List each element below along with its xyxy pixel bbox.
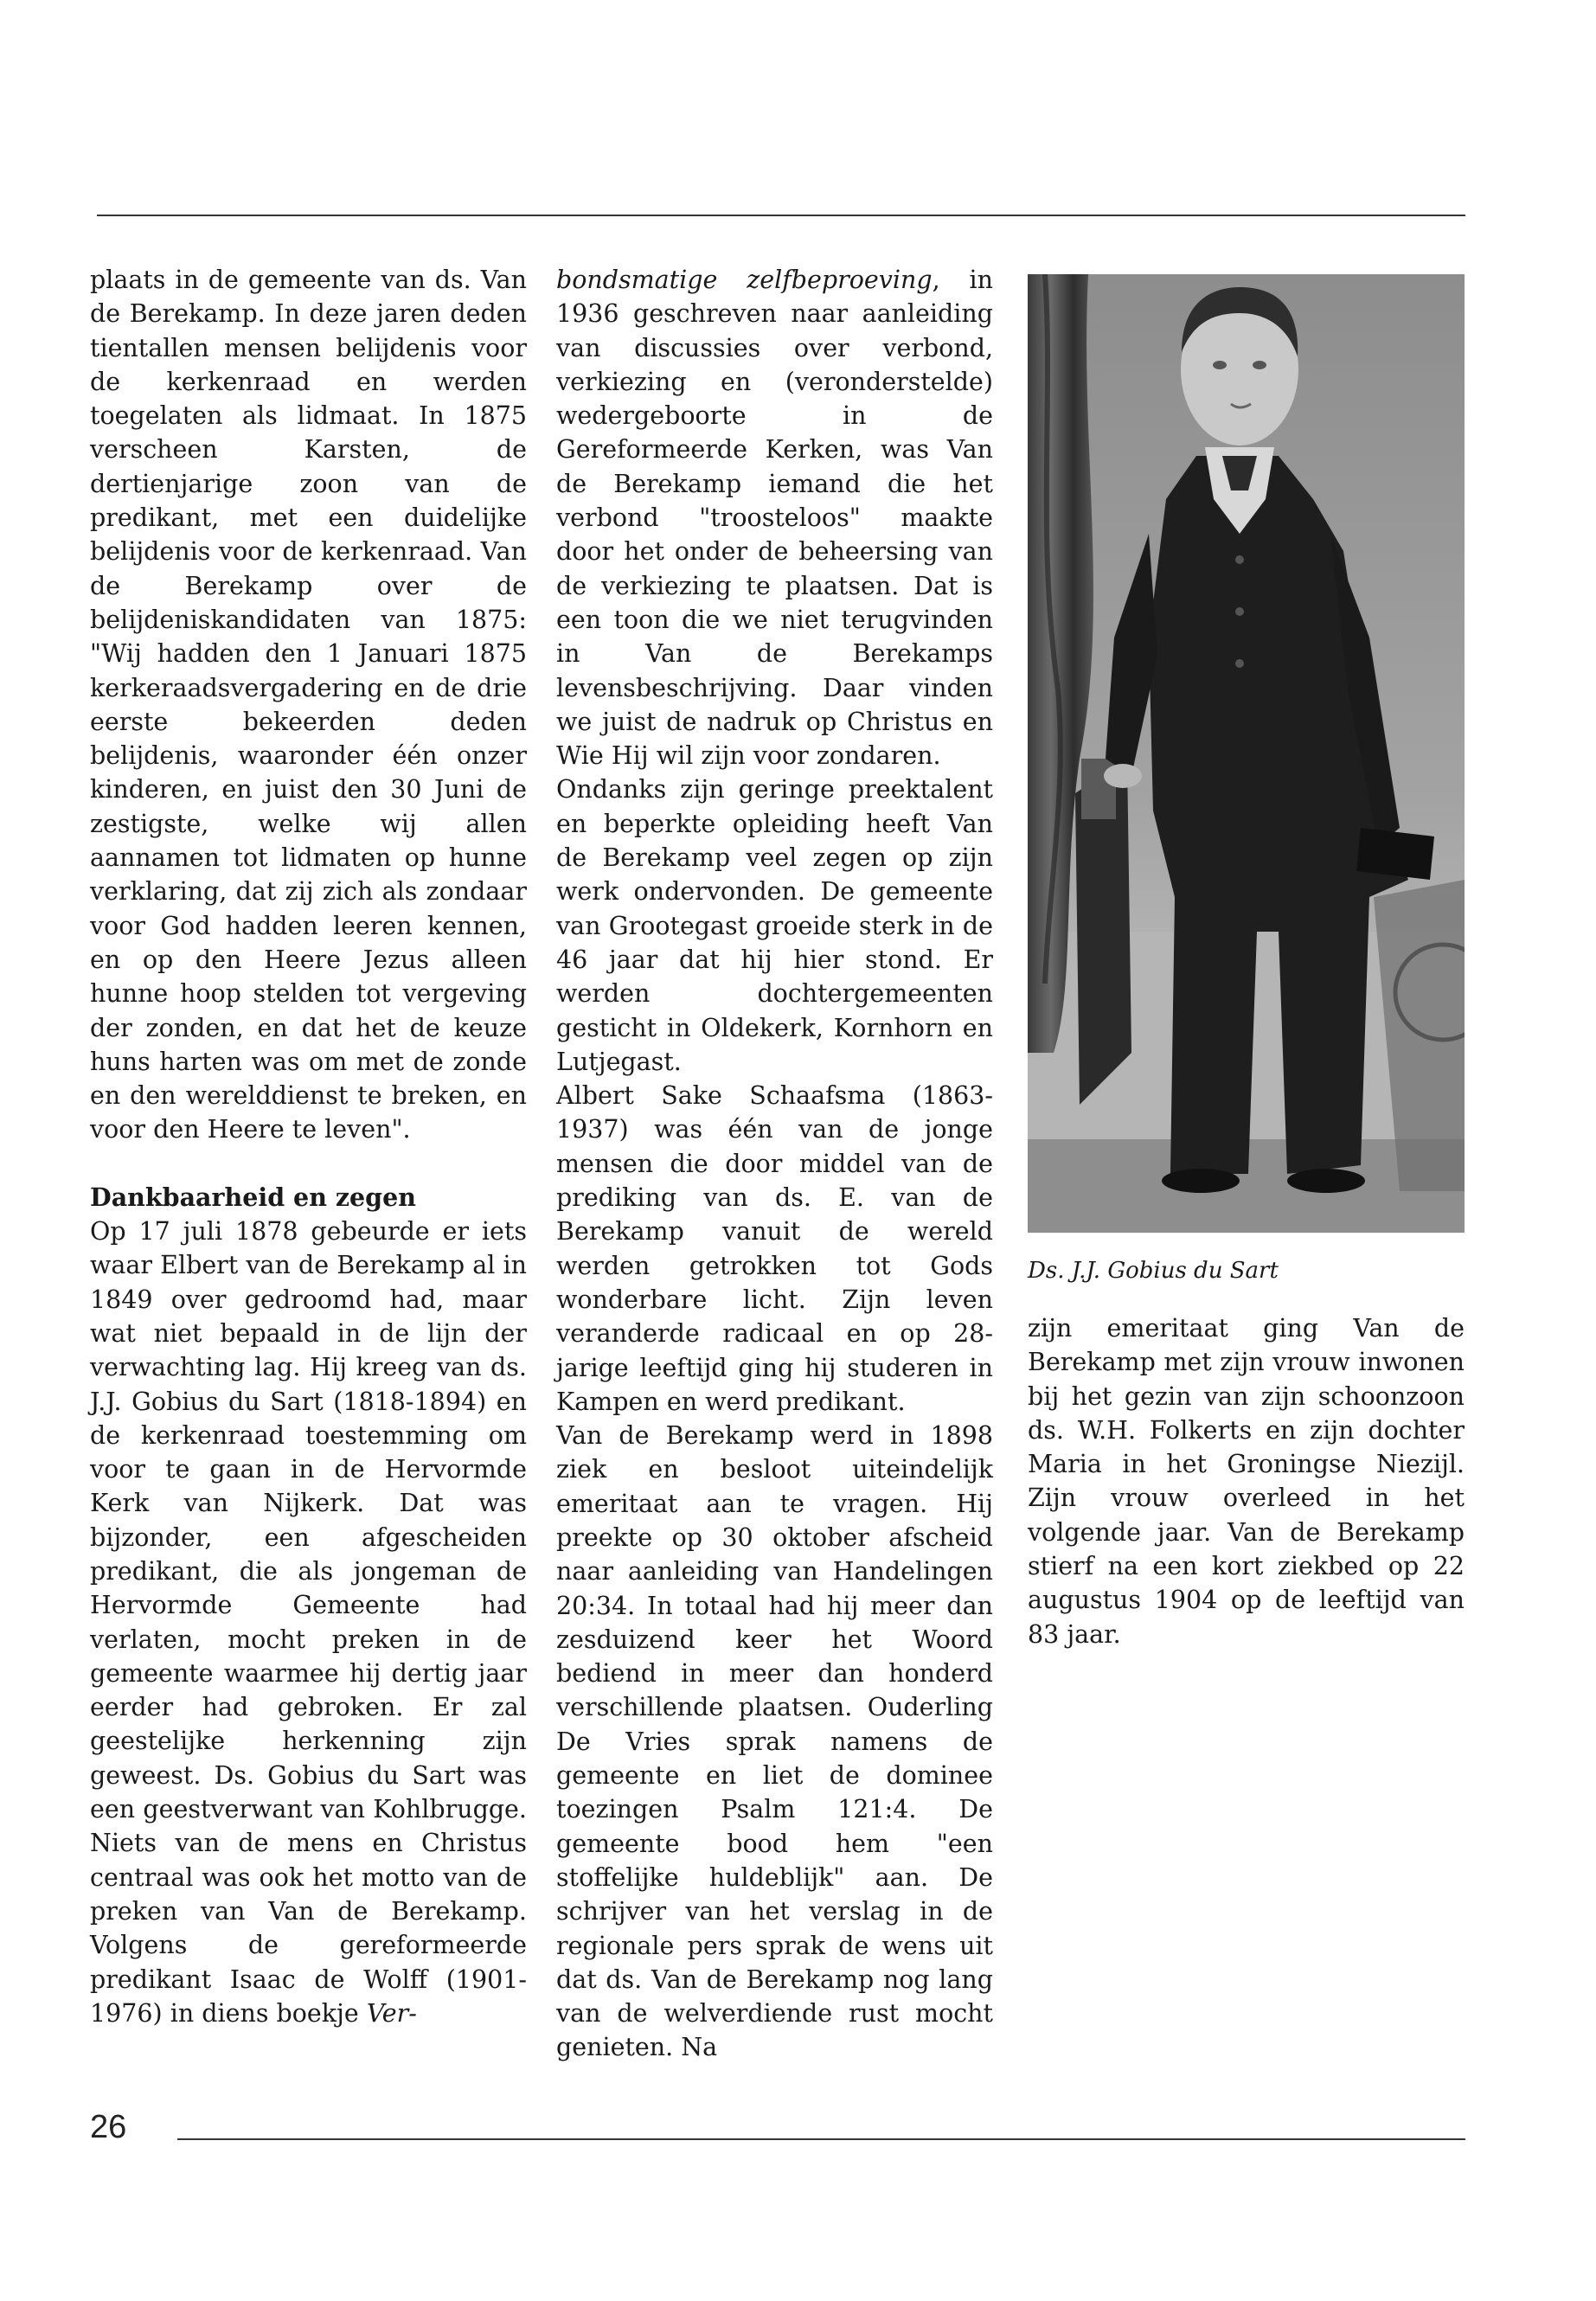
paragraph-3: Albert Sake Schaafsma (1863-1937) was één van de jonge mensen die door middel van de prediking van ds. E. van de Berekamp vanuit de wereld werden getrokken tot Gods wonderbare licht. Zijn leven veranderde radicaal en op 28-jarige leeftijd ging hij studeren in Kampen en werd predikant.	[556, 1081, 993, 1416]
body-paragraph	[90, 1215, 527, 2030]
bottom-rule	[177, 2138, 1465, 2140]
portrait-photo	[1028, 274, 1465, 1233]
paragraph-final: zijn emeritaat ging Van de Berekamp met zijn vrouw inwonen bij het gezin van zijn schoonzoon ds. W.H. Folkerts en zijn dochter Maria in het Groningse Niezijl. Zijn vrouw overleed in het volgende jaar. Van de Berekamp stierf na een kort ziekbed op 22 augustus 1904 op de leeftijd van 83 jaar.	[1028, 1314, 1465, 1649]
text-column-2	[556, 263, 993, 2065]
paragraph-2: Ondanks zijn geringe preektalent en beperkte opleiding heeft Van de Berekamp veel zegen op zijn werk ondervonden. De gemeente van Grootegast groeide sterk in de 46 jaar dat hij hier stond. Er werden dochtergemeenten gesticht in Oldekerk, Kornhorn en Lutjegast.	[556, 775, 993, 1076]
top-rule	[97, 215, 1465, 216]
page-number: 26	[90, 2109, 127, 2145]
intro-paragraph: plaats in de gemeente van ds. Van de Berekamp. In deze jaren deden tientallen mensen belijdenis voor de kerkenraad en werden toegelaten als lidmaat. In 1875 verscheen Karsten, de dertienjarige zoon van de predikant, met een duidelijke belijdenis voor de kerkenraad. Van de Berekamp over de belijdeniskandidaten van 1875: "Wij hadden den 1 Januari 1875 kerkeraadsvergadering en de drie eerste bekeerden deden belijdenis, waaronder één onzer kinderen, en juist den 30 Juni de zestigste, welke wij allen aannamen tot lidmaten op hunne verklaring, dat zij zich als zondaar voor God hadden leeren kennen, en op den Heere Jezus alleen hunne hoop stelden tot vergeving der zonden, en dat het de keuze huns harten was om met de zonde en den werelddienst te breken, en voor den Heere te leven".	[90, 266, 527, 1144]
body-text: Op 17 juli 1878 gebeurde er iets waar Elbert van de Berekamp al in 1849 over gedroomd had, maar wat niet bepaald in de lijn der verwachting lag. Hij kreeg van ds. J.J. Gobius du Sart (1818-1894) en de kerkenraad toestemming om voor te gaan in de Hervormde Kerk van Nijkerk. Dat was bijzonder, een afgescheiden predikant, die als jongeman de Hervormde Gemeente had verlaten, mocht preken in de gemeente waarmee hij dertig jaar eerder had gebroken. Er zal geestelijke herkenning zijn geweest. Ds. Gobius du Sart was een geestverwant van Kohlbrugge. Niets van de mens en Christus centraal was ook het motto van de preken van Van de Berekamp. Volgens de gereformeerde predikant Isaac de Wolff (1901-1976) in diens boekje	[90, 1217, 527, 2028]
text-column-1	[90, 263, 527, 2030]
paragraph-1	[556, 263, 993, 772]
book-title-end: bondsmatige zelfbeproeving	[556, 266, 933, 294]
book-title-start: Ver-	[366, 1998, 417, 2028]
text-column-3	[1028, 1311, 1465, 1651]
section-heading: Dankbaarheid en zegen	[90, 1182, 416, 1212]
paragraph-1-text: , in 1936 geschreven naar aanleiding van discussies over verbond, verkiezing en (veronderstelde) wedergeboorte in de Gereformeerde Kerken, was Van de Berekamp iemand die het verbond "troosteloos" maakte door het onder de beheersing van de verkiezing te plaatsen. Dat is een toon die we niet terugvinden in Van de Berekamps levensbeschrijving. Daar vinden we juist de nadruk op Christus en Wie Hij wil zijn voor zondaren.	[556, 266, 993, 771]
photo-caption: Ds. J.J. Gobius du Sart	[1028, 1258, 1279, 1284]
paragraph-4: Van de Berekamp werd in 1898 ziek en besloot uiteindelijk emeritaat aan te vragen. Hij preekte op 30 oktober afscheid naar aanleiding van Handelingen 20:34. In totaal had hij meer dan zesduizend keer het Woord bediend in meer dan honderd verschillende plaatsen. Ouderling De Vries sprak namens de gemeente en liet de dominee toezingen Psalm 121:4. De gemeente bood hem "een stoffelijke huldeblijk" aan. De schrijver van het verslag in de regionale pers sprak de wens uit dat ds. Van de Berekamp nog lang van de welverdiende rust mocht genieten. Na	[556, 1421, 993, 2062]
portrait-image	[1028, 274, 1465, 1233]
